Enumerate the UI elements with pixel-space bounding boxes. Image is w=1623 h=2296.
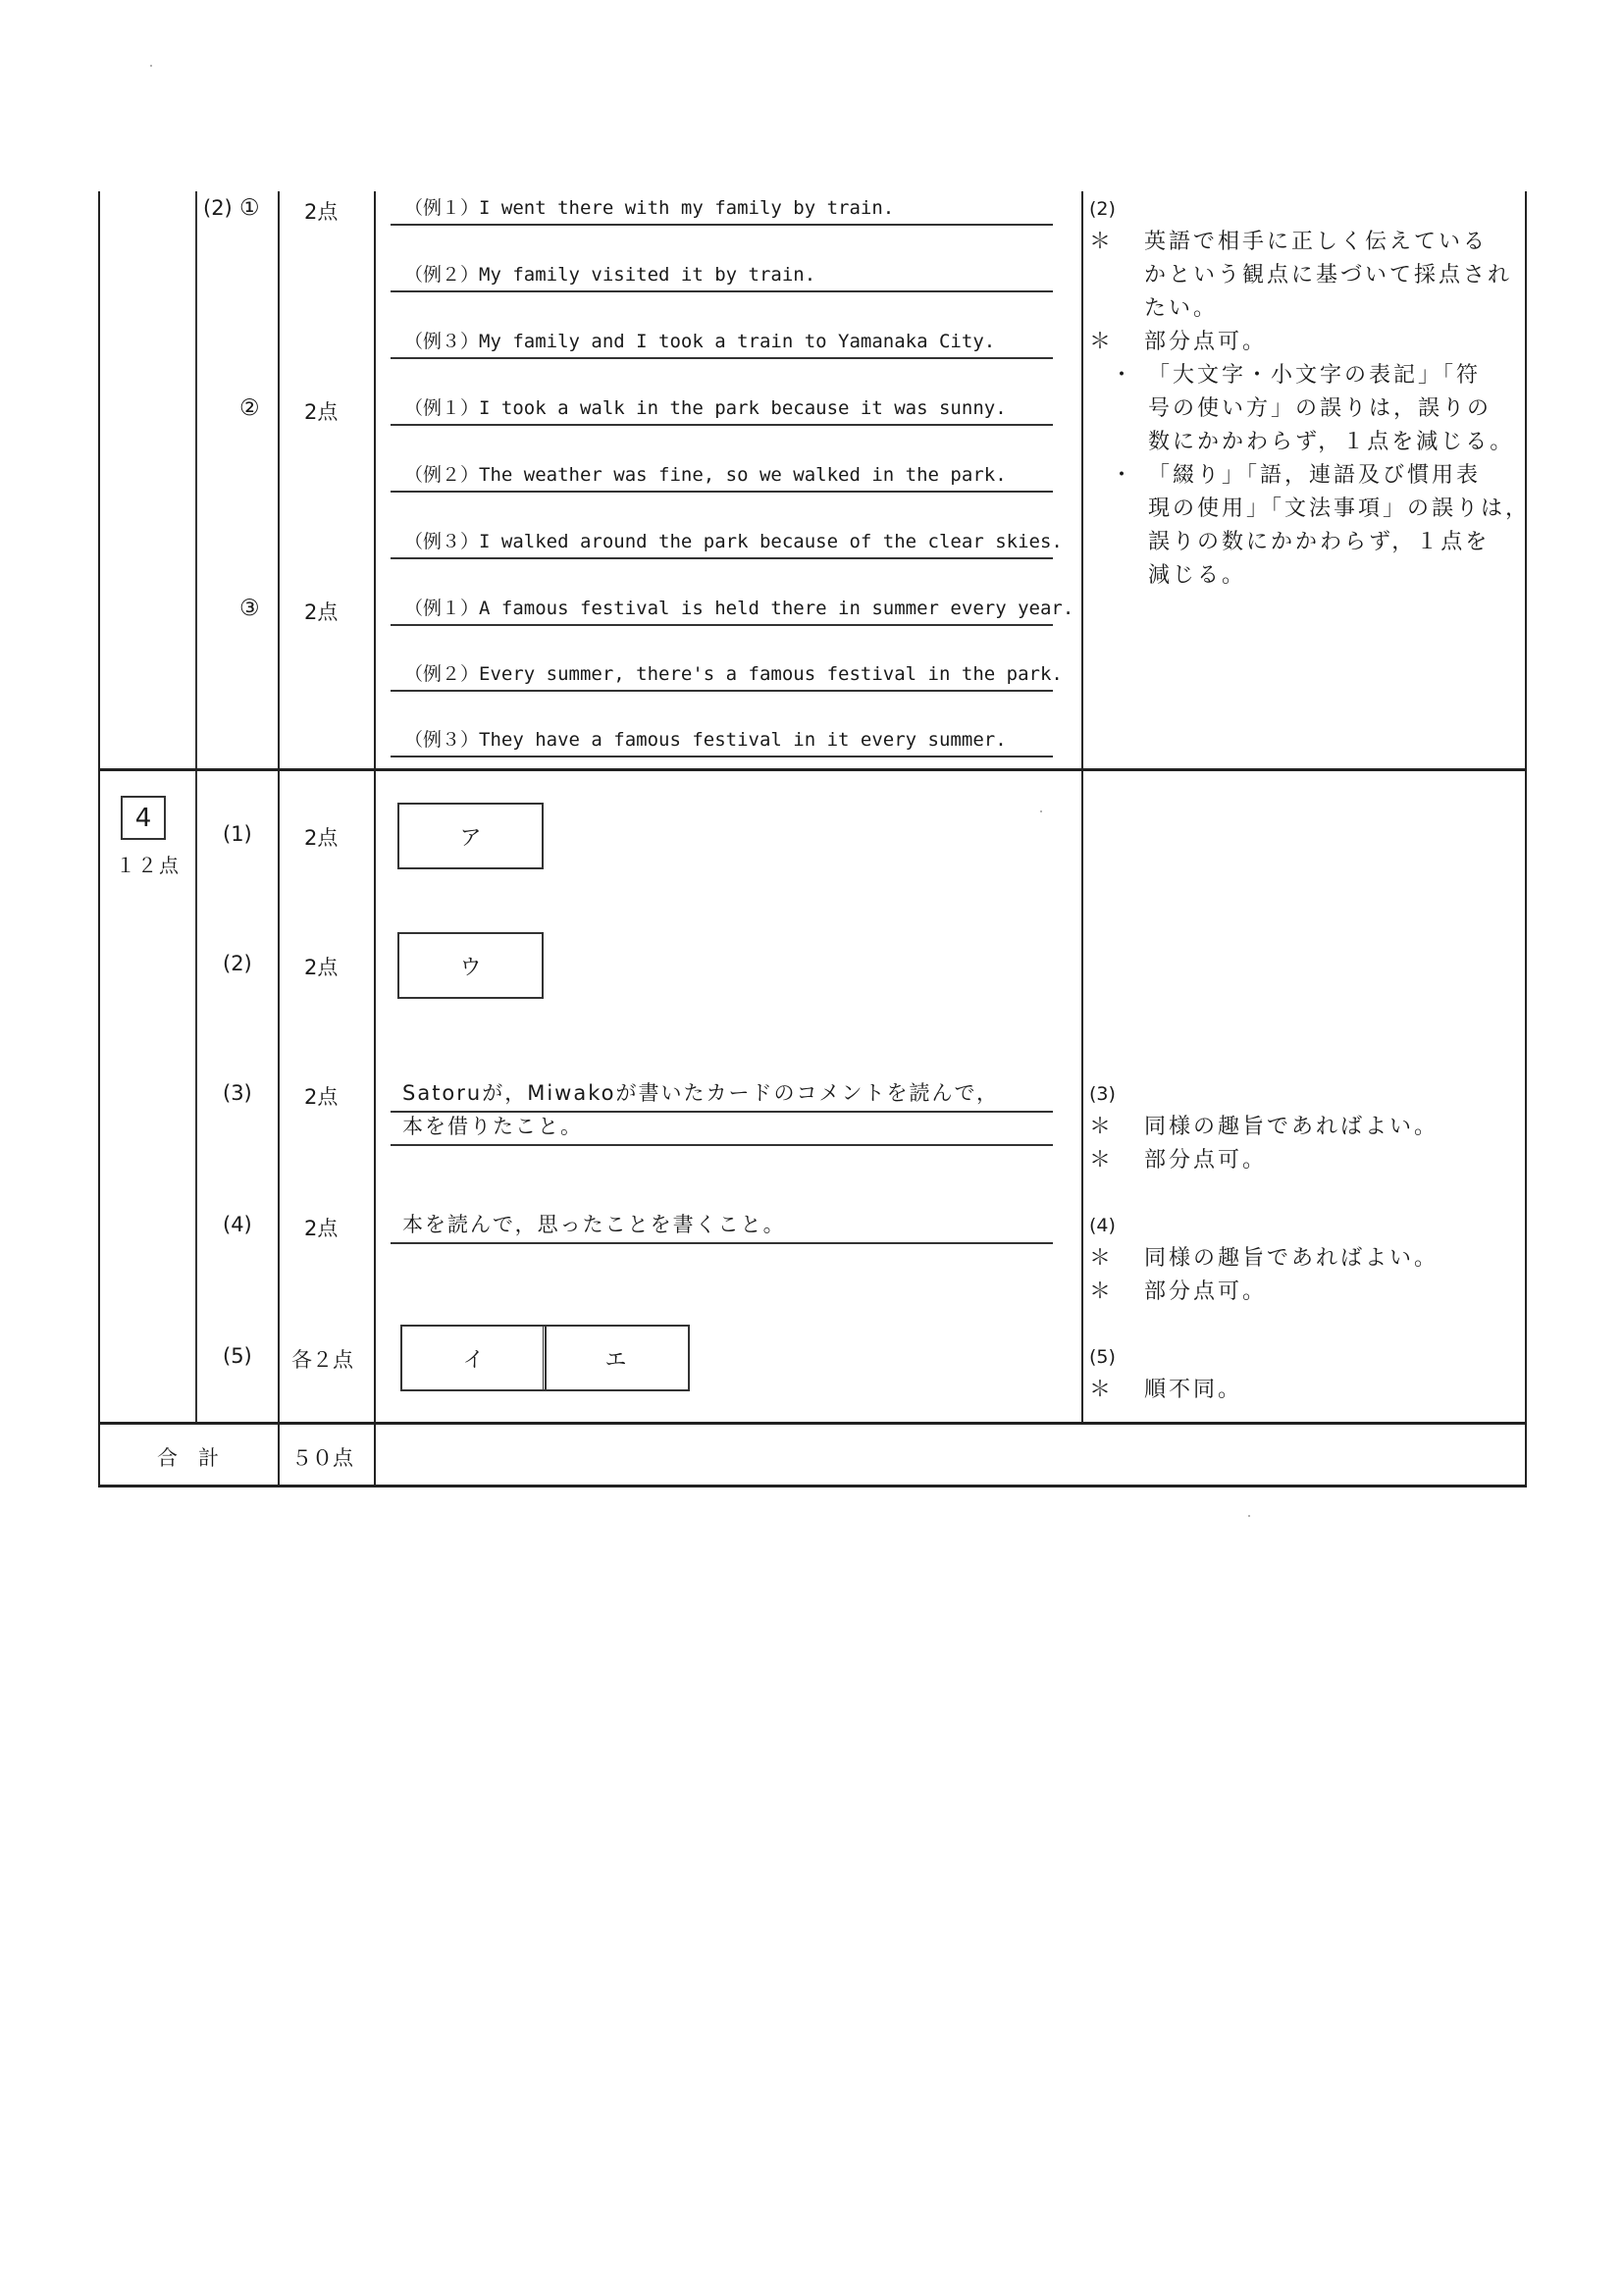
asterisk-icon: ＊ (1089, 1148, 1112, 1173)
points-2-2: 2点 (304, 400, 339, 424)
total-row-top-border (98, 1422, 1527, 1425)
notes-heading: (2) (1089, 198, 1116, 220)
subquestion-label-2: ② (239, 395, 260, 421)
scan-speck (150, 65, 152, 67)
scan-speck (1248, 1515, 1250, 1517)
answer-line-4-3a: Satoruが，Miwakoが書いたカードのコメントを読んで， (391, 1071, 1053, 1113)
example-answer: （例３）My family and I took a train to Yamanaka City. (391, 318, 1053, 359)
bullet-icon: ・ (1111, 363, 1133, 388)
section-total-points: １２点 (116, 854, 181, 877)
scoring-notes-4-3: (3) ＊ 同様の趣旨であればよい。 ＊ 部分点可。 (1089, 1077, 1511, 1177)
question-label-4-5: (5) (223, 1344, 252, 1368)
question-label-4-2: (2) (223, 952, 252, 975)
answer-box-4-1: ア (397, 803, 544, 869)
scan-speck (1040, 810, 1042, 812)
scoring-notes-2: (2) ＊ 英語で相手に正しく伝えている かという観点に基づいて採点され たい。 ＊ 部分点可。 ・ 「大文字・小文字の表記」「符 号の使い方」の誤りは，誤りの 数にかかわらず，１点を減じる。 ・ 「綴り」「語，連語及び慣用表 現の使用」「文法事項」の誤りは， 誤りの数にかかわらず，１点を 減じる。 (1089, 192, 1511, 593)
question-label-4-3: (3) (223, 1081, 252, 1105)
example-answer: （例３）They have a famous festival in it every summer. (391, 716, 1053, 757)
example-answer: （例２）Every summer, there's a famous festival in the park. (391, 651, 1053, 692)
table-left-border (98, 191, 100, 1487)
answer-box-4-5b: エ (543, 1325, 690, 1391)
scoring-notes-4-4: (4) ＊ 同様の趣旨であればよい。 ＊ 部分点可。 (1089, 1209, 1511, 1309)
points-4-1: 2点 (304, 826, 339, 850)
points-4-5: 各２点 (291, 1348, 353, 1372)
points-4-2: 2点 (304, 956, 339, 979)
table-bottom-border (98, 1485, 1527, 1487)
asterisk-icon: ＊ (1089, 330, 1112, 354)
column-divider-notes (1081, 191, 1083, 1423)
answer-box-4-2: ウ (397, 932, 544, 999)
example-answer: （例２）My family visited it by train. (391, 251, 1053, 292)
question-label-4-1: (1) (223, 822, 252, 846)
asterisk-icon: ＊ (1089, 1246, 1112, 1271)
points-4-4: 2点 (304, 1217, 339, 1240)
points-2-1: 2点 (304, 200, 339, 224)
answer-line-4-3b: 本を借りたこと。 (391, 1105, 1053, 1146)
answer-box-4-5a: イ (400, 1325, 547, 1391)
example-answer: （例１）A famous festival is held there in summer every year. (391, 585, 1053, 626)
example-answer: （例３）I walked around the park because of the clear skies. (391, 518, 1053, 559)
bullet-icon: ・ (1111, 463, 1133, 488)
section-number-box: 4 (121, 796, 166, 840)
subquestion-label-3: ③ (239, 596, 260, 621)
points-2-3: 2点 (304, 600, 339, 624)
column-divider-points (278, 191, 280, 1487)
asterisk-icon: ＊ (1089, 1279, 1112, 1304)
total-points: ５０点 (291, 1446, 353, 1470)
example-answer: （例１）I took a walk in the park because it was sunny. (391, 385, 1053, 426)
points-4-3: 2点 (304, 1085, 339, 1109)
question-label-4-4: (4) (223, 1213, 252, 1236)
asterisk-icon: ＊ (1089, 1115, 1112, 1139)
scoring-notes-4-5: (5) ＊ 順不同。 (1089, 1340, 1511, 1407)
subquestion-label-1: ① (239, 195, 260, 221)
section-divider (98, 768, 1527, 771)
example-answer: （例２）The weather was fine, so we walked in the park. (391, 451, 1053, 493)
question-label-2: (2) (203, 196, 233, 220)
answer-line-4-4: 本を読んで，思ったことを書くこと。 (391, 1203, 1053, 1244)
asterisk-icon: ＊ (1089, 230, 1112, 254)
column-divider-question (195, 191, 197, 1423)
asterisk-icon: ＊ (1089, 1378, 1112, 1402)
example-answer: （例１）I went there with my family by train. (391, 184, 1053, 226)
column-divider-answer (374, 191, 376, 1487)
table-right-border (1525, 191, 1527, 1487)
total-label: 合 計 (157, 1446, 219, 1470)
